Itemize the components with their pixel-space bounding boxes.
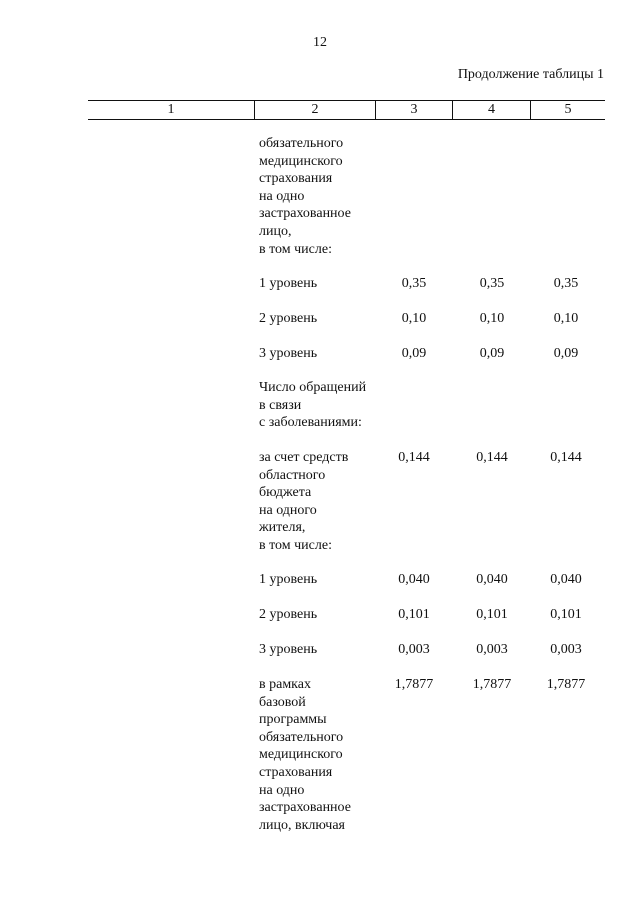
value-col-4: 0,040	[476, 572, 508, 587]
value-col-4: 0,10	[479, 311, 505, 326]
column-header-5: 5	[564, 102, 572, 117]
column-header-3: 3	[410, 102, 418, 117]
value-col-5: 0,101	[550, 607, 582, 622]
column-header-4: 4	[488, 102, 495, 117]
row-label: 3 уровень	[259, 346, 318, 361]
row-label: 1 уровень	[259, 572, 318, 587]
table-header-row	[88, 100, 605, 120]
value-col-3: 0,101	[398, 607, 430, 622]
value-col-5: 0,10	[553, 311, 579, 326]
row-label: за счет средств областного бюджета на одного жителя, в том числе:	[259, 450, 349, 553]
value-col-5: 0,003	[550, 642, 582, 657]
row-label: в рамках базовой программы обязательного медицинского страхования на одно застрахованное лицо, включая	[259, 677, 351, 833]
row-label: обязательного медицинского страхования на одно застрахованное лицо, в том числе:	[259, 136, 351, 257]
value-col-5: 0,35	[553, 276, 579, 291]
row-label: 1 уровень	[259, 276, 318, 291]
value-col-3: 1,7877	[394, 677, 434, 692]
page-number: 12	[313, 35, 327, 50]
value-col-3: 0,003	[398, 642, 430, 657]
value-col-4: 1,7877	[472, 677, 512, 692]
row-label: 2 уровень	[259, 607, 318, 622]
value-col-4: 0,101	[476, 607, 508, 622]
row-label: 3 уровень	[259, 642, 318, 657]
value-col-3: 0,35	[401, 276, 427, 291]
value-col-5: 0,144	[550, 450, 582, 465]
value-col-3: 0,040	[398, 572, 430, 587]
continuation-label: Продолжение таблицы 1	[457, 67, 604, 82]
value-col-5: 0,040	[550, 572, 582, 587]
value-col-3: 0,09	[401, 346, 427, 361]
row-label: Число обращений в связи с заболеваниями:	[259, 380, 367, 431]
row-label: 2 уровень	[259, 311, 318, 326]
value-col-5: 0,09	[553, 346, 579, 361]
column-header-2: 2	[311, 102, 319, 117]
column-header-1: 1	[167, 102, 175, 117]
value-col-4: 0,09	[479, 346, 505, 361]
value-col-4: 0,35	[479, 276, 505, 291]
value-col-4: 0,003	[476, 642, 508, 657]
value-col-3: 0,144	[398, 450, 430, 465]
value-col-4: 0,144	[476, 450, 508, 465]
value-col-5: 1,7877	[546, 677, 586, 692]
value-col-3: 0,10	[401, 311, 427, 326]
